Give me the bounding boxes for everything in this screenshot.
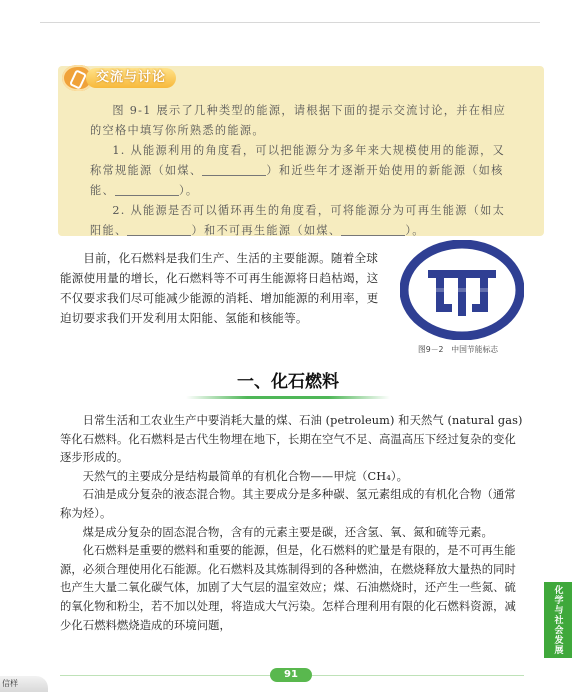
intro-paragraph-text: 目前，化石燃料是我们生产、生活的主要能源。随着全球能源使用量的增长，化石燃料等不可再生能源将日趋枯竭，这不仅要求我们尽可能减少能源的消耗、增加能源的利用率，更迫切要求我们开发利用太阳能、氢能和核能等。: [60, 251, 379, 325]
discussion-header: [62, 65, 202, 91]
discussion-text: [90, 101, 512, 241]
item2-text-a: 2. 从能源是否可以循环再生的角度看，可将能源分为可再生能源（如太阳能、: [90, 204, 506, 237]
item2-text-b: ）和不可再生能源（如煤、: [191, 224, 342, 237]
item1-text-b: ）和近些年才逐渐开始使用的新能源（如核能、: [90, 164, 504, 197]
discussion-item-2: [90, 201, 512, 241]
body-paragraph: 天然气的主要成分是结构最简单的有机化合物——甲烷（CH₄）。: [82, 469, 408, 483]
body-paragraph: 石油是成分复杂的液态混合物。其主要成分是多种碳、氢元素组成的有机化合物（通常称为烃）。: [60, 488, 516, 520]
discussion-title: 交流与讨论: [86, 68, 176, 88]
fill-blank: [202, 163, 266, 176]
item2-text-c: ）。: [405, 224, 425, 237]
energy-saving-logo-icon: [400, 240, 524, 340]
footer-rule-right: [312, 675, 524, 676]
footer-rule-left: [60, 675, 270, 676]
page-top-rule: [40, 22, 540, 23]
fill-blank: [341, 223, 405, 236]
discussion-item-1: [90, 141, 512, 201]
discussion-intro: 图 9-1 展示了几种类型的能源，请根据下面的提示交流讨论，并在相应的空格中填写你所熟悉的能源。: [90, 104, 507, 137]
section-title: 一、化石燃料: [237, 372, 339, 392]
energy-saving-logo: [400, 240, 524, 340]
intro-paragraph: [60, 248, 384, 328]
page-number: 91: [270, 668, 312, 682]
section-title-underline: [186, 396, 390, 399]
corner-label: 信样: [0, 676, 48, 692]
body-paragraph: 煤是成分复杂的固态混合物，含有的元素主要是碳，还含氢、氧、氮和硫等元素。: [82, 525, 493, 539]
item1-text-c: ）。: [178, 184, 199, 197]
body-paragraph: 日常生活和工农业生产中要消耗大量的煤、石油 (petroleum) 和天然气 (natural gas) 等化石燃料。化石燃料是古代生物埋在地下，长期在空气不足、高温高压下经过复杂的变化逐步形成的。: [60, 414, 523, 465]
fill-blank: [127, 223, 191, 236]
item1-text-a: 1. 从能源利用的角度看，可以把能源分为多年来大规模使用的能源，又称常规能源（如煤、: [90, 144, 506, 177]
body-paragraph: 化石燃料是重要的燃料和重要的能源，但是，化石燃料的贮量是有限的，是不可再生能源，必须合理使用化石能源。化石燃料及其炼制得到的各种燃油，在燃烧释放大量热的同时也产生大量二氧化碳气体，加剧了大气层的温室效应；煤、石油燃烧时，还产生一些氮、硫的氧化物和粉尘，若不加以处理，将造成大气污染。怎样合理利用有限的化石燃料资源，减少化石燃料燃烧造成的环境问题，: [60, 544, 516, 632]
body-text: [60, 412, 524, 635]
fill-blank: [115, 183, 179, 196]
chapter-side-tab: 化学与社会发展: [544, 582, 572, 658]
figure-caption: 图9－2 中国节能标志: [418, 345, 499, 354]
